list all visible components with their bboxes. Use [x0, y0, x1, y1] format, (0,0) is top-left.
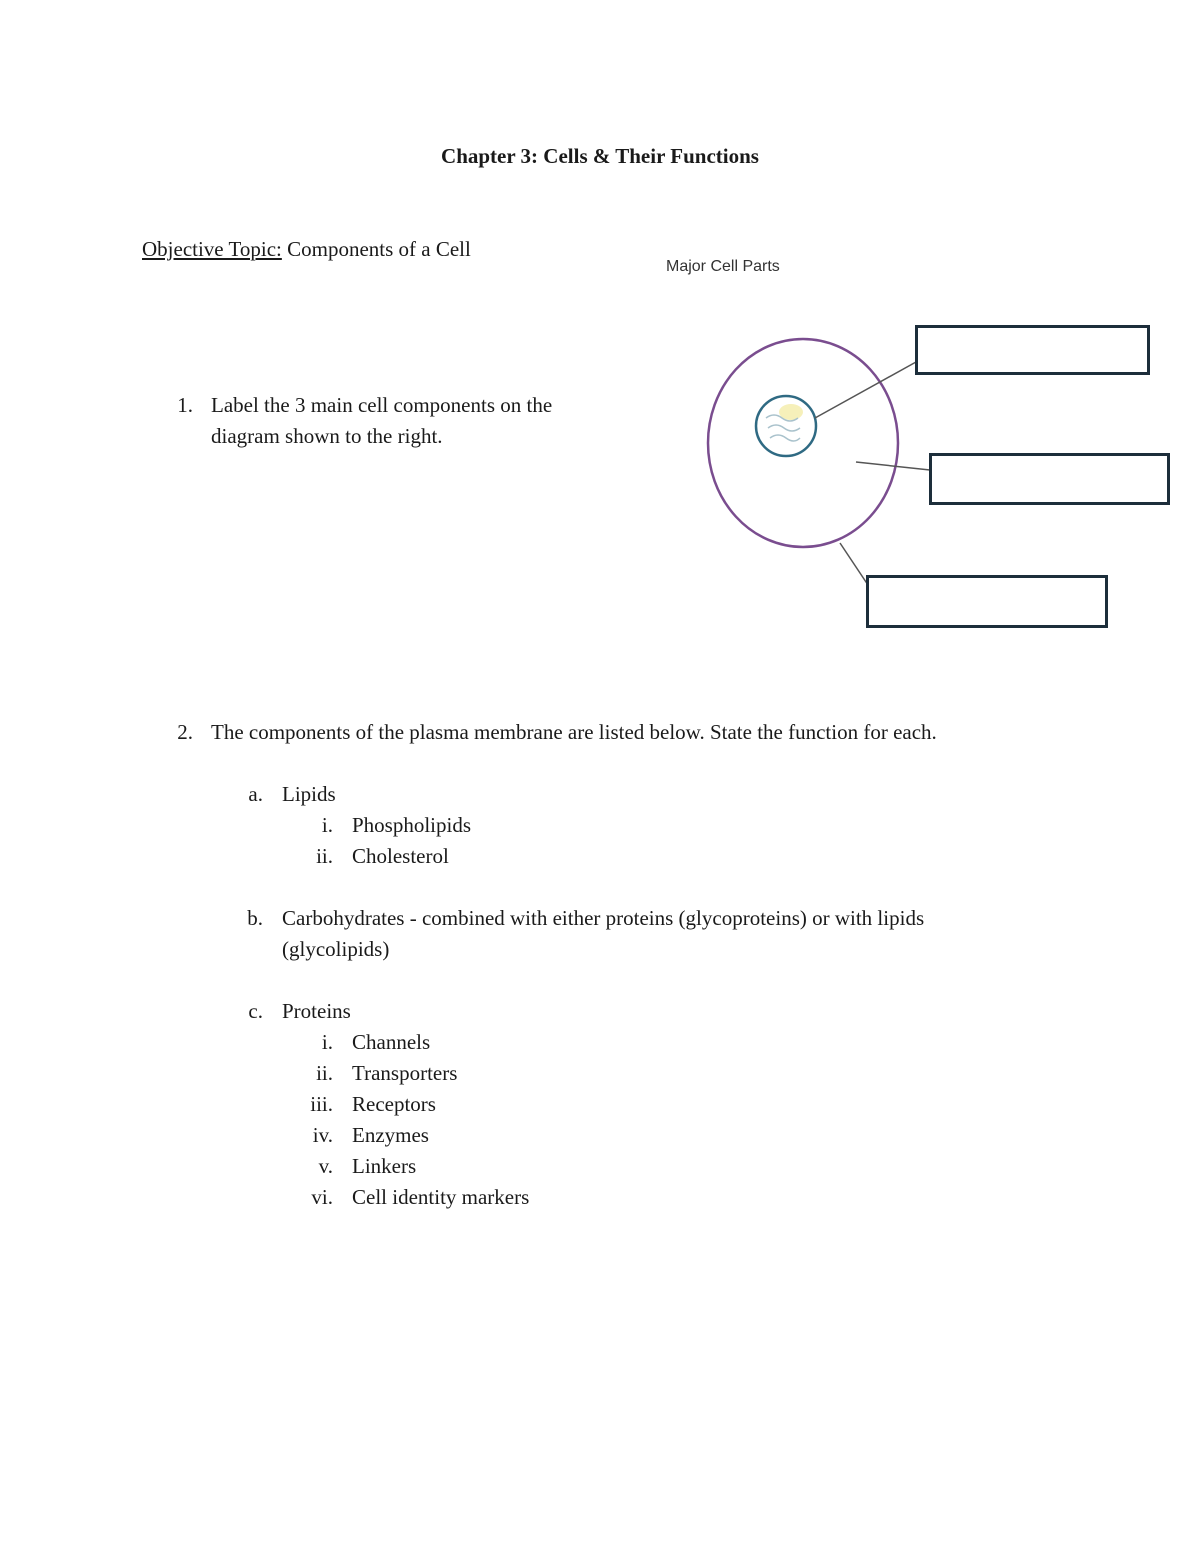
item-a-ii-marker: ii.	[316, 844, 333, 868]
item-a-ii-text: Cholesterol	[352, 844, 449, 868]
item-a-label: Lipids	[282, 782, 336, 806]
label-box-nucleus[interactable]	[915, 325, 1150, 375]
item-c-v-marker: v.	[318, 1154, 333, 1178]
question-1-line-1: Label the 3 main cell components on the	[211, 393, 553, 417]
label-box-cytoplasm[interactable]	[929, 453, 1170, 505]
leader-line-membrane	[840, 543, 868, 585]
item-c-v-text: Linkers	[352, 1154, 417, 1178]
item-a-marker: a.	[248, 782, 263, 806]
diagram-caption: Major Cell Parts	[666, 258, 780, 275]
leader-line-nucleus	[815, 362, 916, 418]
objective-topic: Components of a Cell	[281, 237, 471, 261]
item-c-label: Proteins	[282, 999, 351, 1023]
item-c-iv-marker: iv.	[312, 1123, 333, 1147]
cell-membrane	[708, 339, 898, 547]
item-b-line-2: (glycolipids)	[282, 937, 390, 961]
page-title: Chapter 3: Cells & Their Functions	[441, 144, 759, 168]
item-c-ii-text: Transporters	[352, 1061, 458, 1085]
item-c-vi-text: Cell identity markers	[352, 1185, 530, 1209]
item-c-i-text: Channels	[352, 1030, 431, 1054]
label-box-membrane[interactable]	[866, 575, 1108, 628]
question-2-text: The components of the plasma membrane are listed below. State the function for each.	[211, 720, 937, 744]
item-c-ii-marker: ii.	[316, 1061, 333, 1085]
question-1-line-2: diagram shown to the right.	[211, 424, 443, 448]
item-c-i-marker: i.	[321, 1030, 333, 1054]
question-2-number: 2.	[177, 720, 193, 744]
item-c-marker: c.	[248, 999, 263, 1023]
item-c-iii-text: Receptors	[352, 1092, 436, 1116]
item-c-vi-marker: vi.	[311, 1185, 333, 1209]
item-c-iii-marker: iii.	[310, 1092, 333, 1116]
item-a-i-text: Phospholipids	[352, 813, 472, 837]
item-b-line-1: Carbohydrates - combined with either proteins (glycoproteins) or with lipids	[282, 906, 925, 930]
question-1-number: 1.	[177, 393, 193, 417]
objective-label: Objective Topic:	[142, 237, 282, 261]
item-c-iv-text: Enzymes	[352, 1123, 429, 1147]
item-b-marker: b.	[247, 906, 263, 930]
leader-line-cytoplasm	[856, 462, 930, 470]
item-a-i-marker: i.	[321, 813, 333, 837]
